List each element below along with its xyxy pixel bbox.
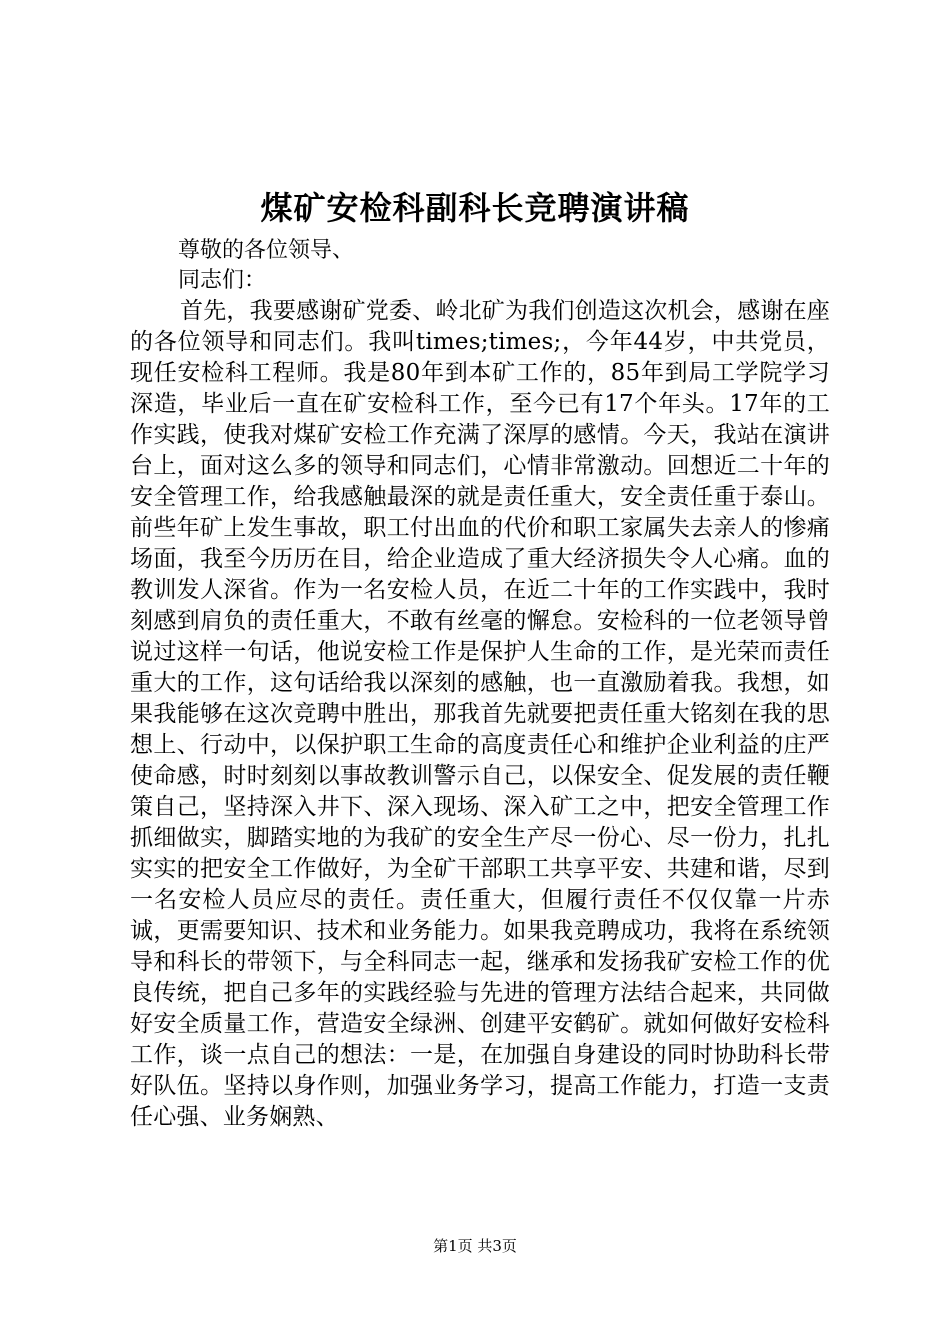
salutation-line-2: 同志们： [178, 268, 267, 293]
salutation-line-1: 尊敬的各位领导、 [178, 238, 355, 263]
body-paragraph: 首先，我要感谢矿党委、岭北矿为我们创造这次机会，感谢在座的各位领导和同志们。我叫times;times;，今年44岁，中共党员，现任安检科工程师。我是80年到本矿工作的，85年到局工学院学习深造，毕业后一直在矿安检科工作，至今已有17个年头。17年的工作实践，使我对煤矿安检工作充满了深厚的感情。今天，我站在演讲台上，面对这么多的领导和同志们，心情非常激动。回想近二十年的安全管理工作，给我感触最深的就是责任重大，安全责任重于泰山。前些年矿上发生事故，职工付出血的代价和职工家属失去亲人的惨痛场面，我至今历历在目，给企业造成了重大经济损失令人心痛。血的教训发人深省。作为一名安检人员，在近二十年的工作实践中，我时刻感到肩负的责任重大，不敢有丝毫的懈怠。安检科的一位老领导曾说过这样一句话，他说安检工作是保护人生命的工作，是光荣而责任重大的工作，这句话给我以深刻的感触，也一直激励着我。我想，如果我能够在这次竞聘中胜出，那我首先就要把责任重大铭刻在我的思想上、行动中，以保护职工生命的高度责任心和维护企业利益的庄严使命感，时时刻刻以事故教训警示自己，以保安全、促发展的责任鞭策自己，坚持深入井下、深入现场、深入矿工之中，把安全管理工作抓细做实，脚踏实地的为我矿的安全生产尽一份心、尽一份力，扎扎实实的把安全工作做好，为全矿干部职工共享平安、共建和谐，尽到一名安检人员应尽的责任。责任重大，但履行责任不仅仅靠一片赤诚，更需要知识、技术和业务能力。如果我竞聘成功，我将在系统领导和科长的带领下，与全科同志一起，继承和发扬我矿安检工作的优良传统，把自己多年的实践经验与先进的管理方法结合起来，共同做好安全质量工作，营造安全绿洲、创建平安鹤矿。就如何做好安检科工作，谈一点自己的想法：一是，在加强自身建设的同时协助科长带好队伍。坚持以身作则，加强业务学习，提高工作能力，打造一支责任心强、业务娴熟、 [130, 298, 830, 1130]
document-title: 煤矿安检科副科长竞聘演讲稿 [260, 189, 690, 227]
page-footer: 第1页 共3页 [433, 1237, 517, 1255]
